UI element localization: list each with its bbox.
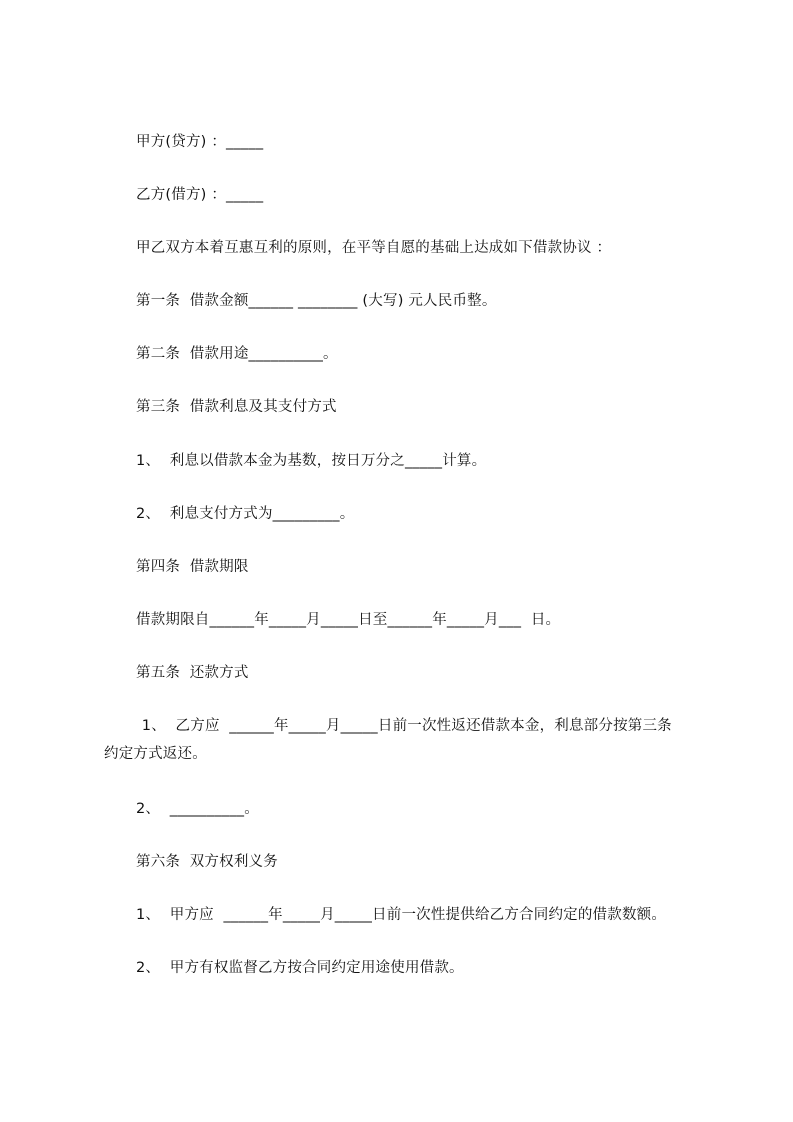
article-6-item-1: 1、 甲方应 ______年_____月_____日前一次性提供给乙方合同约定的借款数额。	[136, 907, 667, 923]
article-5-item-1-continued: 约定方式返还。	[104, 746, 207, 762]
article-3-item-1: 1、 利息以借款本金为基数，按日万分之_____计算。	[136, 453, 487, 469]
article-1-loan-amount: 第一条 借款金额______ ________ (大写) 元人民币整。	[136, 293, 497, 309]
article-6-item-2: 2、 甲方有权监督乙方按合同约定用途使用借款。	[136, 960, 464, 976]
article-5-item-1: 1、 乙方应 ______年_____月_____日前一次性返还借款本金，利息部分按第三条	[137, 718, 672, 734]
article-4-loan-term: 借款期限自______年_____月_____日至______年_____月___ 日。	[136, 612, 561, 628]
article-3-heading: 第三条 借款利息及其支付方式	[136, 399, 337, 415]
article-5-heading: 第五条 还款方式	[136, 665, 249, 681]
article-3-item-2: 2、 利息支付方式为_________。	[136, 506, 355, 522]
agreement-preamble: 甲乙双方本着互惠互利的原则，在平等自愿的基础上达成如下借款协议 ：	[136, 240, 612, 256]
article-4-heading: 第四条 借款期限	[136, 559, 249, 575]
article-2-loan-purpose: 第二条 借款用途__________。	[136, 346, 338, 362]
borrower-party-line: 乙方(借方) ：_____	[136, 187, 264, 203]
article-5-item-2: 2、 __________。	[136, 801, 259, 817]
article-6-heading: 第六条 双方权利义务	[136, 854, 278, 870]
lender-party-line: 甲方(贷方) ：_____	[136, 134, 264, 150]
